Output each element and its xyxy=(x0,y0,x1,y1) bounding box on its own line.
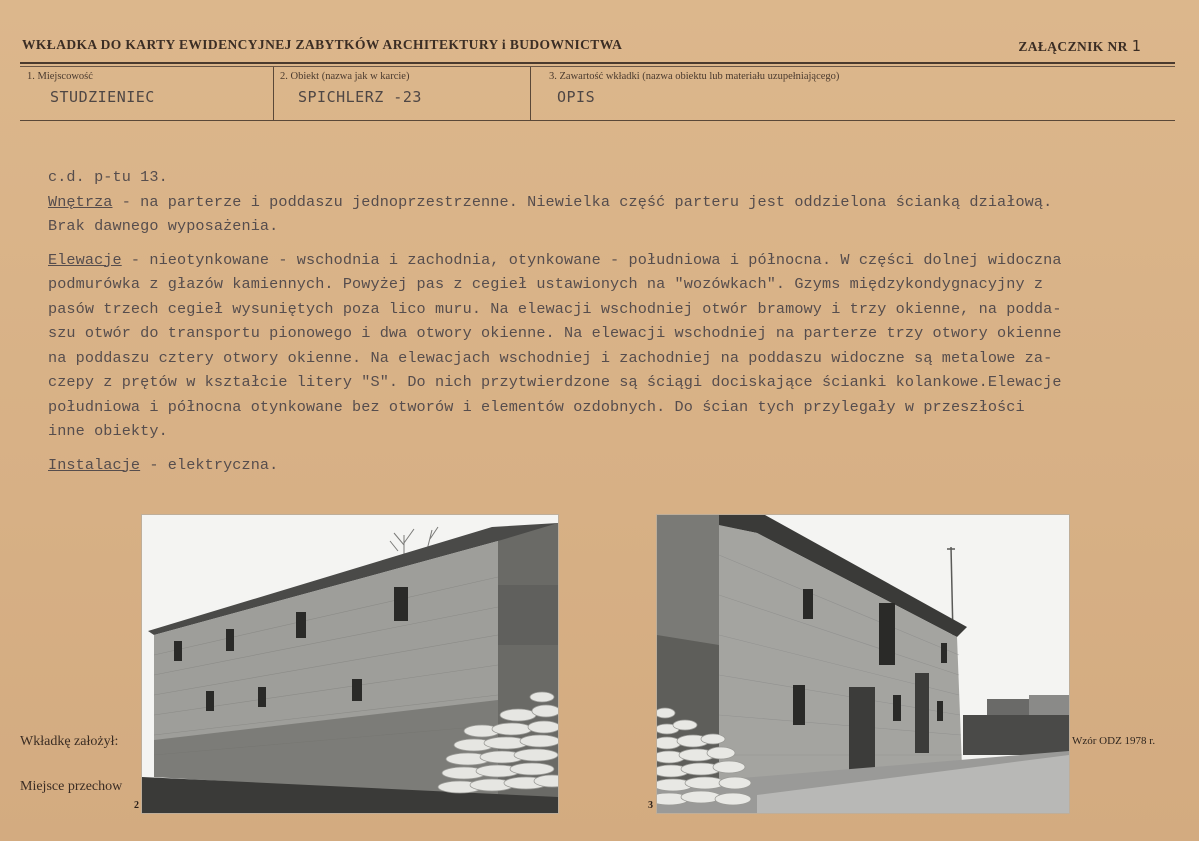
header-rule xyxy=(20,62,1175,64)
paragraph-elevations: Elewacje - nieotynkowane - wschodnia i zachodnia, otynkowane - południowa i północna. W części dolnej widoczna xyxy=(48,250,1062,269)
content-label: 3. Zawartość wkładki (nazwa obiektu lub materiału uzupełniającego) xyxy=(549,71,840,82)
text-line: Brak dawnego wyposażenia. xyxy=(48,217,279,235)
photo-number: 2 xyxy=(134,800,139,811)
description-text xyxy=(48,165,1188,477)
fields-rule xyxy=(20,120,1175,121)
text-line: na poddaszu cztery otwory okienne. Na elewacjach wschodniej i zachodniej na poddaszu widoczne są metalowe za- xyxy=(48,348,1053,367)
paragraph-interiors: Wnętrza - na parterze i poddaszu jednoprzestrzenne. Niewielka część parteru jest oddzielona ścianką działową. xyxy=(48,192,1053,211)
author-label: Wkładkę założył: xyxy=(20,734,119,749)
content-value: OPIS xyxy=(557,88,596,106)
object-value: SPICHLERZ -23 xyxy=(298,88,422,106)
form-code: Wzór ODZ 1978 r. xyxy=(1072,735,1156,747)
attachment-label: ZAŁĄCZNIK NR xyxy=(1018,39,1128,54)
heading-installations: Instalacje xyxy=(48,455,141,474)
form-title: WKŁADKA DO KARTY EWIDENCYJNEJ ZABYTKÓW ARCHITEKTURY i BUDOWNICTWA xyxy=(22,37,623,52)
attachment-number xyxy=(1018,37,1141,55)
continuation-note: c.d. p-tu 13. xyxy=(48,168,168,186)
photo-image xyxy=(142,515,558,813)
header-rule-thin xyxy=(20,66,1175,67)
field-divider xyxy=(530,67,531,121)
text-line: szu otwór do transportu pionowego i dwa otwory okienne. Na elewacji wschodniej na parterze trzy otwory okienne xyxy=(48,324,1062,342)
text-line: południowa i północna otynkowane bez otworów i elementów ozdobnych. Do ścian tych przylegały w przeszłości xyxy=(48,397,1025,416)
object-label: 2. Obiekt (nazwa jak w karcie) xyxy=(280,71,410,82)
text-line: inne obiekty. xyxy=(48,422,168,440)
photo-image xyxy=(657,515,1069,813)
locality-value: STUDZIENIEC xyxy=(50,88,155,106)
text-line: czepy z prętów w kształcie litery "S". Do nich przytwierdzone są ściągi dociskające ścianki kolankowe.Elewacje xyxy=(48,373,1062,391)
heading-elevations: Elewacje xyxy=(48,250,122,269)
paragraph-installations: Instalacje - elektryczna. xyxy=(48,455,279,474)
photo-granary-west xyxy=(141,514,559,814)
field-divider xyxy=(273,67,274,121)
photo-number: 3 xyxy=(648,800,653,811)
locality-label: 1. Miejscowość xyxy=(27,71,93,82)
photo-granary-east xyxy=(656,514,1070,814)
attachment-number-value: 1 xyxy=(1131,37,1141,55)
storage-label: Miejsce przechow xyxy=(20,779,123,794)
text-line: pasów trzech cegieł wysuniętych poza lico muru. Na elewacji wschodniej otwór bramowy i trzy okienne, na podda- xyxy=(48,299,1062,318)
heading-interiors: Wnętrza xyxy=(48,192,113,211)
text-line: podmurówka z głazów kamiennych. Powyżej pas z cegieł ustawionych na "wozówkach". Gzyms międzykondygnacyjny z xyxy=(48,275,1044,293)
